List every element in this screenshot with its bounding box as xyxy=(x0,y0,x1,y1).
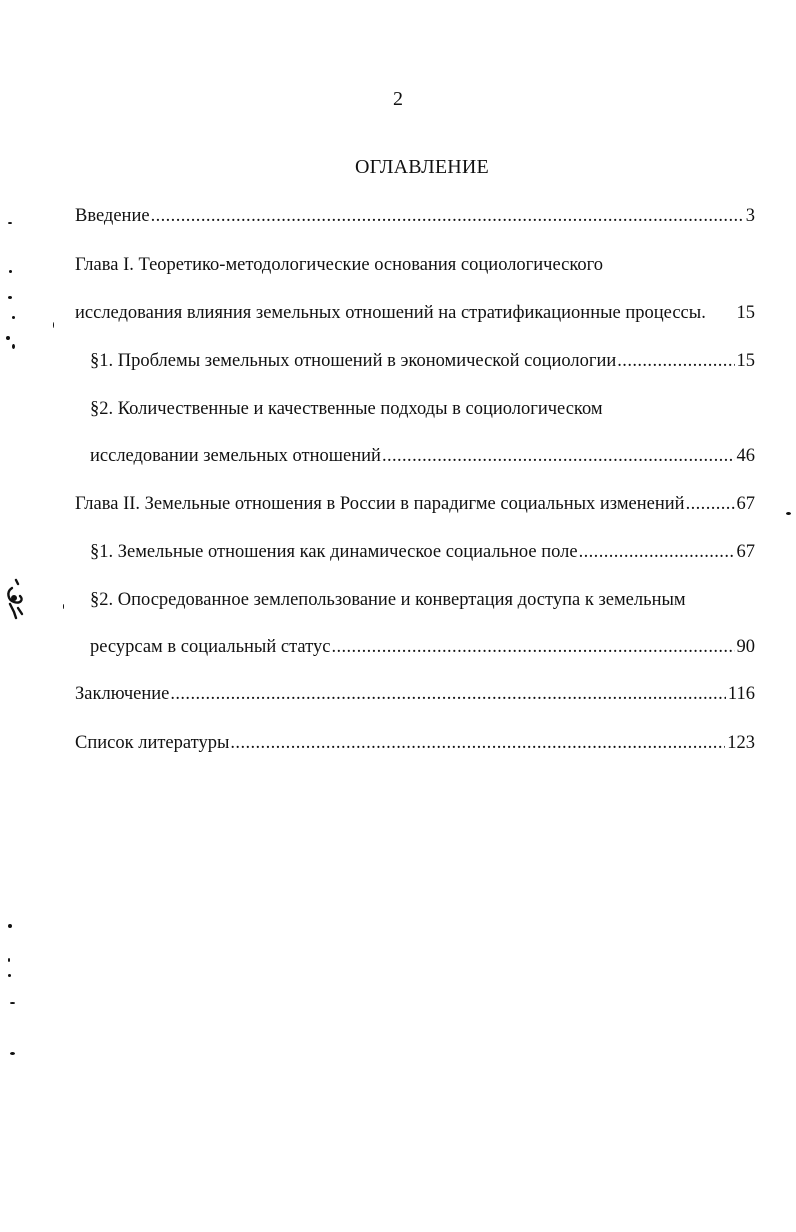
scan-speck xyxy=(12,316,15,319)
toc-entry-chapter-1-line-1 xyxy=(75,252,755,278)
toc-entry-chapter-2-section-1 xyxy=(90,539,755,565)
scan-speck xyxy=(8,974,11,977)
toc-entry-text: Заключение xyxy=(75,684,170,704)
toc-leader-dots xyxy=(686,491,735,517)
toc-entry-page: 123 xyxy=(727,733,755,753)
scan-speck xyxy=(10,1052,15,1055)
toc-entry-text: §1. Земельные отношения как динамическое социальное поле xyxy=(90,542,578,562)
toc-entry-page: 90 xyxy=(736,637,755,657)
toc-entry-page: 15 xyxy=(736,303,755,323)
scan-speck xyxy=(786,512,791,515)
scan-speck xyxy=(9,270,12,273)
toc-entry-chapter-2-section-2-line-1 xyxy=(90,587,755,613)
toc-entry-page: 67 xyxy=(736,494,755,514)
toc-entry-chapter-1-section-1 xyxy=(90,348,755,374)
toc-entry-text: Введение xyxy=(75,206,150,226)
toc-leader-dots xyxy=(331,634,734,660)
toc-entry-chapter-1-section-2-line-2 xyxy=(90,443,755,469)
toc-entry-text: исследовании земельных отношений xyxy=(90,446,381,466)
toc-entry-text: Глава II. Земельные отношения в России в парадигме социальных изменений xyxy=(75,494,685,514)
toc-leader-dots xyxy=(617,348,734,374)
scan-scribble xyxy=(2,578,28,632)
scan-speck xyxy=(63,604,64,609)
scan-speck xyxy=(6,336,10,340)
scan-speck xyxy=(8,222,12,224)
scan-speck xyxy=(12,344,15,349)
toc-entry-chapter-1-section-2-line-1 xyxy=(90,396,755,422)
toc-entry-page: 3 xyxy=(745,206,755,226)
toc-entry-page: 116 xyxy=(727,684,755,704)
toc-entry-text: §2. Количественные и качественные подходы в социологическом xyxy=(90,399,603,419)
scan-speck xyxy=(8,296,12,299)
toc-entry-text: ресурсам в социальный статус xyxy=(90,637,331,657)
toc-entry-chapter-1-line-2 xyxy=(75,300,755,326)
toc-entry-text: §1. Проблемы земельных отношений в экономической социологии xyxy=(90,351,617,371)
toc-entry-introduction xyxy=(75,203,755,229)
toc-entry-text: исследования влияния земельных отношений на стратификационные процессы. xyxy=(75,303,706,323)
scan-speck xyxy=(8,958,10,962)
toc-entry-conclusion xyxy=(75,681,755,707)
scan-speck xyxy=(10,1002,15,1004)
toc-leader-dots xyxy=(579,539,735,565)
toc-leader-dots xyxy=(230,730,725,756)
scan-speck xyxy=(8,924,12,928)
page-number: 2 xyxy=(393,88,403,110)
toc-entry-text: Глава I. Теоретико-методологические основания социологического xyxy=(75,255,604,275)
toc-entry-bibliography xyxy=(75,730,755,756)
toc-leader-dots xyxy=(170,681,726,707)
toc-entry-text: §2. Опосредованное землепользование и конвертация доступа к земельным xyxy=(90,590,686,610)
toc-entry-page: 67 xyxy=(736,542,755,562)
scan-speck xyxy=(53,322,54,328)
toc-entry-chapter-2 xyxy=(75,491,755,517)
toc-title: ОГЛАВЛЕНИЕ xyxy=(355,156,489,178)
toc-entry-page: 15 xyxy=(736,351,755,371)
toc-entry-chapter-2-section-2-line-2 xyxy=(90,634,755,660)
toc-entry-page: 46 xyxy=(736,446,755,466)
toc-entry-text: Список литературы xyxy=(75,733,230,753)
toc-leader-dots xyxy=(382,443,735,469)
toc-leader-dots xyxy=(151,203,744,229)
